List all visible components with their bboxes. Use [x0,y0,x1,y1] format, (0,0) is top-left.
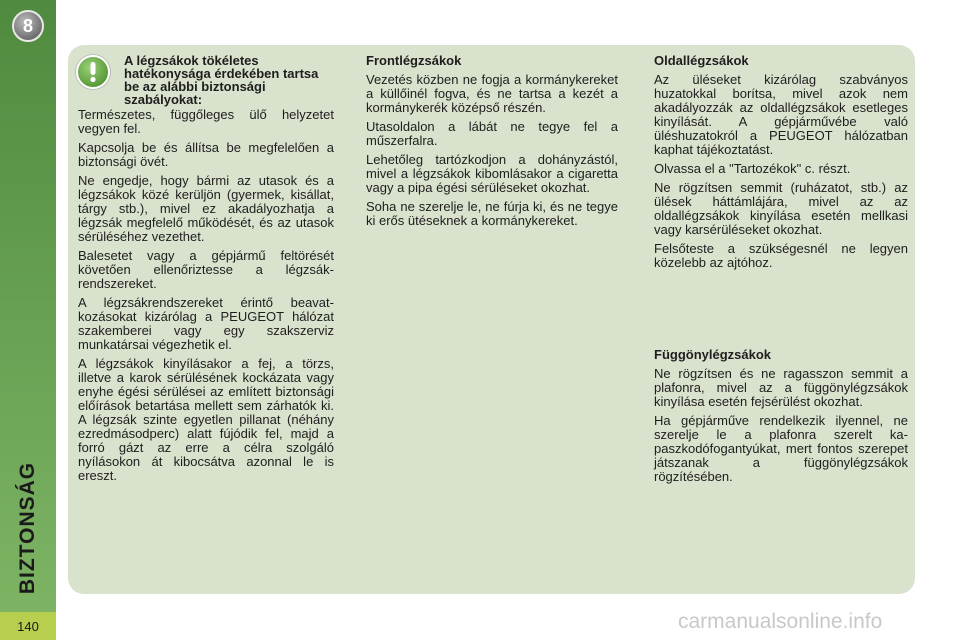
chapter-sidebar [0,0,56,640]
paragraph: Balesetet vagy a gépjármű feltörését követően ellenőriztesse a légzsákrendszereket. [78,248,334,291]
paragraph: Utasoldalon a lábát ne tegye fel a műszerfalra. [366,119,618,148]
paragraph: Ne engedje, hogy bármi az utasok és a légzsákok közé kerüljön (gyermek, kisállat, tárgy stb.), mivel ez akadályozhatja a légzsák megfelelő működését, és az utasok sérüléséhez vezethet. [78,173,334,244]
section-heading: Függönylégzsákok [654,347,772,362]
paragraph: Természetes, függőleges ülő helyzetet vegyen fel. [78,107,334,136]
watermark: carmanualsonline.info [678,610,883,633]
curtain-airbags-column [654,348,908,489]
section-title: BIZTONSÁG [16,461,40,595]
side-airbags-column [654,54,908,275]
paragraph: Ne rögzítsen és ne ragasszon semmit a plafonra, mivel az a függönylégzsákok kinyílása esetén fejsérülést okozhat. [654,366,908,409]
paragraph: Az üléseket kizárólag szabványos huzatokkal borítsa, mivel azok nem akadályozzák az oldallégzsákok esetleges kinyílását. A gépjárművébe való üléshuzatokról a PEUGEOT hálózatban kaphat tájékoztatást. [654,72,908,157]
paragraph: Vezetés közben ne fogja a kormánykereket a küllőinél fogva, és ne tartsa a kezét a kormánykerék középső részén. [366,72,618,115]
paragraph: Kapcsolja be és állítsa be megfelelően a biztonsági övét. [78,140,334,169]
paragraph: Lehetőleg tartózkodjon a dohányzástól, mivel a légzsákok kibomlásakor a cigaretta vagy a pipa égési sérüléseket okozhat. [366,152,618,195]
section-title-vertical [12,458,44,598]
section-heading: Oldallégzsákok [654,53,749,68]
paragraph: Olvassa el a "Tartozékok" c. részt. [654,161,851,176]
front-airbags-column [366,54,618,233]
exclamation-icon [76,55,110,89]
safety-rules-column [78,108,334,488]
chapter-number-badge [12,10,44,42]
page-number: 140 [0,612,56,640]
section-heading: Frontlégzsákok [366,53,462,68]
paragraph: A légzsákrendszereket érintő beavatkozásokat kizárólag a PEUGEOT hálózat szakemberei vagy egy szakszerviz munkatársai végezhetik el. [78,295,334,352]
paragraph: Ha gépjárműve rendelkezik ilyennel, ne szerelje le a plafonra szerelt kapaszkodófogantyúkat, mert fontos szerepet játszanak a függönylégzsákok rögzítésében. [654,413,908,484]
paragraph: Ne rögzítsen semmit (ruházatot, stb.) az ülések háttámlájára, mivel az az oldallégzsákok kinyílása esetén mellkasi vagy karsérüléseket okozhat. [654,180,908,237]
paragraph: A légzsákok kinyílásakor a fej, a törzs, illetve a karok sérülésének kockázata vagy enyhe égési sérülései az említett biztonsági előírások betartása mellett sem zárhatók ki. A légzsák szinte egyetlen pillanat (néhány ezredmásodperc) alatt fújódik fel, majd a forró gázt az erre a célra szolgáló nyílásokon át kibocsátva azonnal le is ereszt. [78,356,334,483]
paragraph: Felsőteste a szükségesnél ne legyen közelebb az ajtóhoz. [654,241,908,270]
warning-title: A légzsákok tökéletes hatékonysága érdekében tartsa be az alábbi biztonsági szabályokat: [124,53,319,107]
chapter-number: 8 [22,15,33,36]
paragraph: Soha ne szerelje le, ne fúrja ki, és ne tegye ki erős ütéseknek a kormánykereket. [366,199,618,228]
